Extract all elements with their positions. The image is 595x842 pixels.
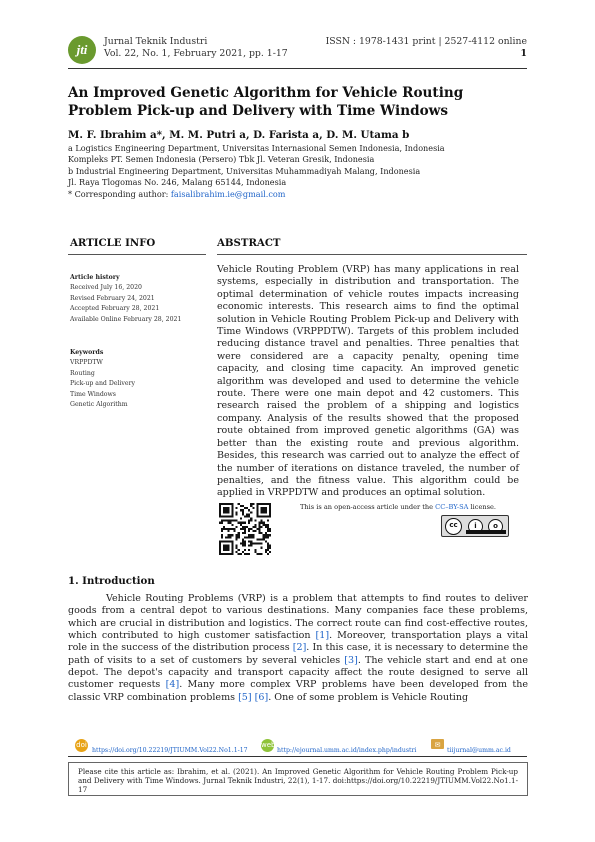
keywords-heading: Keywords bbox=[70, 349, 104, 356]
journal-volume: Vol. 22, No. 1, February 2021, pp. 1-17 bbox=[104, 48, 288, 59]
reference-link[interactable]: [5] bbox=[238, 691, 252, 703]
article-info-rule bbox=[68, 254, 206, 255]
issn: ISSN : 1978-1431 print | 2527-4112 online bbox=[325, 36, 527, 47]
share-alike-icon: o bbox=[488, 519, 503, 534]
journal-site-link[interactable]: http://ejournal.umm.ac.id/index.php/industri bbox=[277, 747, 417, 754]
corresponding-label: * Corresponding author: bbox=[68, 188, 169, 199]
reference-link[interactable]: [4] bbox=[165, 679, 180, 691]
introduction-text-run: . The vehicle start and end at one depot. The depot's capacity and transport capacity affect the route designed to serve all customer requests bbox=[68, 654, 528, 691]
reference-link[interactable]: [6] bbox=[254, 691, 269, 703]
article-title: An Improved Genetic Algorithm for Vehicle Routing Problem Pick-up and Delivery with Time Windows bbox=[68, 85, 464, 119]
keyword-item: Routing bbox=[70, 369, 95, 377]
license-link[interactable]: CC–BY-SA bbox=[435, 503, 469, 511]
history-received: Received July 16, 2020 bbox=[70, 284, 142, 292]
reference-link[interactable]: [2] bbox=[292, 642, 307, 654]
license-suffix: license. bbox=[470, 503, 496, 511]
corresponding-author bbox=[68, 189, 528, 200]
corresponding-email-link[interactable]: faisalibrahim.ie@gmail.com bbox=[170, 188, 286, 199]
citation-box: Please cite this article as: Ibrahim, et al. (2021). An Improved Genetic Algorithm for Vehicle Routing Problem Pick-up and Delivery with Time Windows. Jurnal Teknik Industri, 22(1), 1-17. doi:https://doi.org/10.22219/JTIUMM.Vol22.No1.1-17 bbox=[68, 762, 528, 796]
article-history-heading: Article history bbox=[70, 274, 120, 281]
introduction-text bbox=[68, 593, 528, 704]
introduction-text-run: Vehicle Routing Problems (VRP) is a problem that attempts to find routes to deliver goods from a central depot to various destinations. Many companies face these problems, which are crucial in distribution and logistics. The correct route can find cost-effective routes, which contributed to high customer satisfaction bbox=[68, 593, 528, 642]
journal-logo: jti bbox=[68, 36, 96, 64]
reference-link[interactable]: [1] bbox=[315, 630, 330, 642]
issn-block bbox=[326, 36, 527, 60]
article-history bbox=[70, 273, 181, 325]
license-statement bbox=[300, 503, 496, 511]
abstract-text: Vehicle Routing Problem (VRP) has many applications in real systems, especially in distribution and transportation. The optimal determination of vehicle routes impacts increasing economic interests. This research aims to find the optimal solution in Vehicle Routing Problem Pick-up and Delivery with Time Windows (VRPPDTW). Targets of this problem included reducing distance travel and penalties. Three penalties that were considered are a capacity penalty, opening time capacity, and closing time capacity. An improved genetic algorithm was developed and used to determine the vehicle route. There were one main depot and 42 customers. This research raised the problem of a shipping and logistics company. Analysis of the results showed that the proposed route obtained from improved genetic algorithms (GA) was better than the existing route and previous algorithm. Besides, this research was carried out to analyze the effect of the number of iterations on distance traveled, the number of penalties, and the fitness value. This algorithm could be applied in VRPPDTW and produces an optimal solution. bbox=[217, 264, 519, 499]
affiliation-line: Jl. Raya Tlogomas No. 246, Malang 65144, Indonesia bbox=[68, 177, 287, 188]
author-list: M. F. Ibrahim a*, M. M. Putri a, D. Farista a, D. M. Utama b bbox=[68, 129, 410, 141]
history-online: Available Online February 28, 2021 bbox=[70, 315, 182, 323]
article-info-heading: ARTICLE INFO bbox=[70, 237, 156, 249]
affiliation-line: b Industrial Engineering Department, Universitas Muhammadiyah Malang, Indonesia bbox=[68, 165, 421, 176]
introduction-text-run: . In this case, it is necessary to determine the path of visits to a set of customers by several vehicles bbox=[68, 642, 528, 666]
qr-code bbox=[219, 503, 271, 555]
mail-icon: ✉ bbox=[431, 739, 444, 749]
keyword-item: Pick-up and Delivery bbox=[70, 380, 136, 388]
page-number: 1 bbox=[520, 48, 527, 59]
keyword-item: VRPPDTW bbox=[70, 359, 103, 367]
doi-link[interactable]: https://doi.org/10.22219/JTIUMM.Vol22.No1.1-17 bbox=[92, 747, 248, 754]
affiliations bbox=[68, 143, 528, 200]
cc-badge-bar bbox=[466, 530, 506, 534]
affiliation-line: a Logistics Engineering Department, Universitas Internasional Semen Indonesia, Indonesia bbox=[68, 143, 445, 153]
web-icon: web bbox=[261, 739, 274, 752]
journal-name: Jurnal Teknik Industri bbox=[104, 36, 208, 47]
header-divider bbox=[68, 68, 527, 69]
introduction-text-run: . One of some problem is Vehicle Routing bbox=[268, 691, 469, 703]
introduction-text-run: . Moreover, transportation plays a vital role in the success of the distribution process bbox=[68, 630, 529, 654]
keyword-item: Time Windows bbox=[70, 390, 116, 398]
keyword-item: Genetic Algorithm bbox=[70, 401, 128, 409]
cc-icon: cc bbox=[445, 518, 462, 535]
reference-link[interactable]: [3] bbox=[344, 654, 358, 666]
history-revised: Revised February 24, 2021 bbox=[70, 294, 155, 302]
cc-by-sa-badge[interactable] bbox=[441, 515, 509, 537]
abstract-rule bbox=[217, 254, 527, 255]
affiliation-line: Kompleks PT. Semen Indonesia (Persero) Tbk Jl. Veteran Gresik, Indonesia bbox=[68, 154, 375, 165]
history-accepted: Accepted February 28, 2021 bbox=[70, 305, 160, 313]
introduction-text-run: . Many more complex VRP problems have been developed from the classic VRP combination problems bbox=[68, 679, 528, 703]
abstract-heading: ABSTRACT bbox=[217, 237, 281, 249]
introduction-heading: 1. Introduction bbox=[68, 575, 155, 587]
footer-divider bbox=[68, 756, 527, 757]
journal-header bbox=[68, 34, 527, 66]
license-prefix: This is an open-access article under the bbox=[300, 503, 434, 511]
journal-email-link[interactable]: tiijurnal@umm.ac.id bbox=[447, 747, 511, 754]
journal-info bbox=[104, 36, 288, 60]
keywords-block bbox=[70, 348, 135, 410]
doi-icon: doi bbox=[75, 739, 88, 752]
attribution-icon: i bbox=[468, 519, 483, 534]
